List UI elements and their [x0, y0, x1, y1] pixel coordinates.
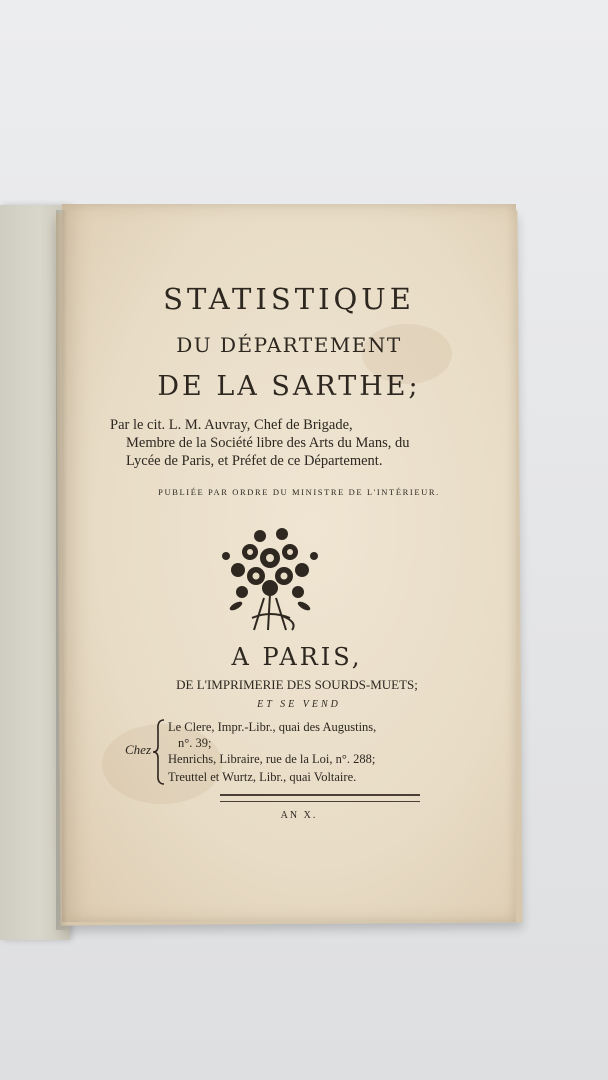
title-statistique: STATISTIQUE: [163, 282, 415, 316]
chez-label: Chez: [125, 742, 151, 757]
imprint-printer: DE L'IMPRIMERIE DES SOURDS-MUETS;: [176, 677, 418, 692]
seller-le-clere: Le Clere, Impr.-Libr., quai des Augustins,: [168, 720, 377, 734]
title-du-departement: DU DÉPARTEMENT: [176, 333, 402, 357]
publication-year: AN X.: [280, 810, 318, 821]
author-line-2: Membre de la Société libre des Arts du Mans, du: [126, 435, 410, 451]
seller-henrichs: Henrichs, Libraire, rue de la Loi, n°. 288;: [168, 752, 376, 766]
author-line-3: Lycée de Paris, et Préfet de ce Département.: [126, 453, 383, 469]
curly-brace-icon: [152, 718, 166, 786]
seller-treuttel-wurtz: Treuttel et Wurtz, Libr., quai Voltaire.: [168, 770, 357, 784]
title-de-la-sarthe: DE LA SARTHE;: [157, 371, 421, 402]
et-se-vend: ET SE VEND: [257, 699, 341, 710]
gutter-shadow: [56, 210, 68, 930]
seller-le-clere-number: n°. 39;: [178, 736, 212, 750]
floral-bouquet-icon: [212, 518, 328, 636]
imprint-city: A PARIS,: [231, 643, 363, 671]
published-by: PUBLIÉE PAR ORDRE DU MINISTRE DE L'INTÉRIEUR.: [158, 487, 440, 497]
double-rule: [220, 794, 420, 802]
author-line-1: Par le cit. L. M. Auvray, Chef de Brigade,: [110, 417, 353, 433]
